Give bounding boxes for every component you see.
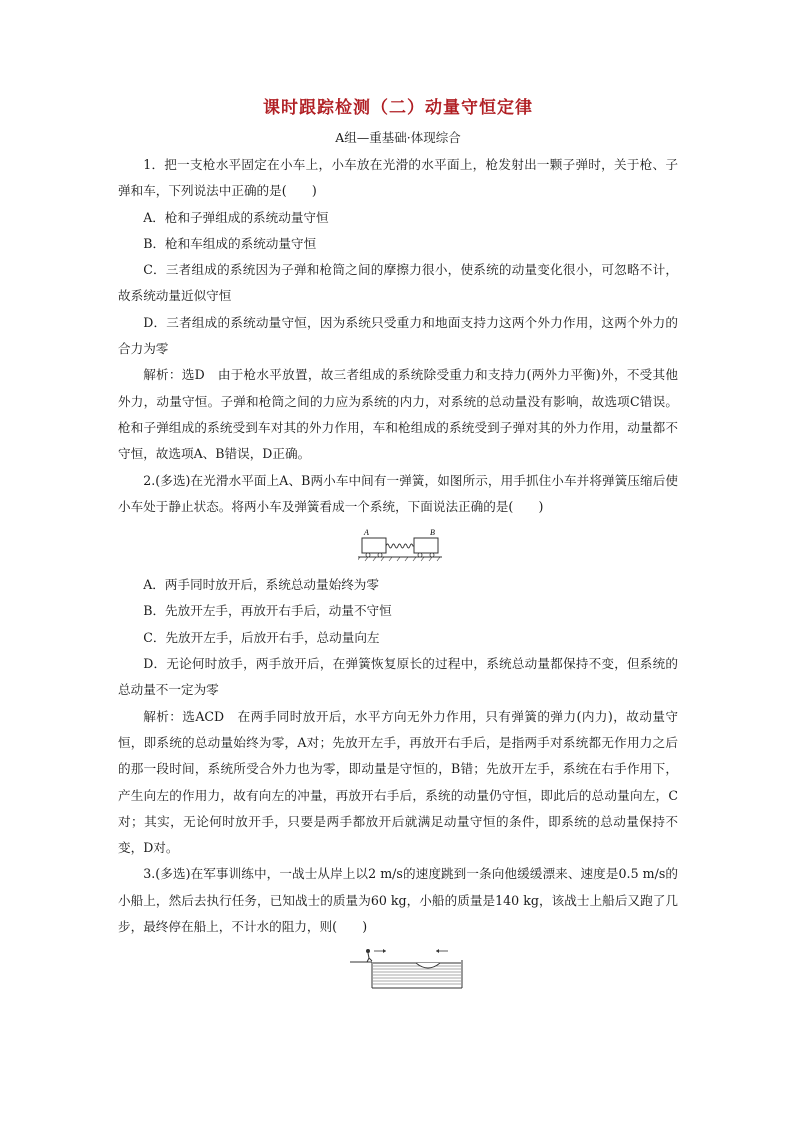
question-2-option-c: C．先放开左手，后放开右手，总动量向左 <box>143 629 380 645</box>
boat <box>416 963 440 968</box>
soldier-boat-diagram <box>350 946 470 992</box>
arrow-head-left <box>436 949 439 953</box>
question-1-analysis: 解析：选D 由于枪水平放置，故三者组成的系统除受重力和支持力(两外力平衡)外，不受其他外力，动量守恒。子弹和枪筒之间的力应为系统的内力，对系统的总动量没有影响，故选项C错误。枪和子弹组成的系统受到车对其的外力作用，车和枪组成的系统受到子弹对其的外力作用，动量都不守恒，故选项A、B错误，D正确。 <box>118 367 678 462</box>
question-1-option-c: C．三者组成的系统因为子弹和枪筒之间的摩擦力很小，使系统的动量变化很小，可忽略不计，故系统动量近似守恒 <box>118 262 678 304</box>
question-2-option-b: B．先放开左手，再放开右手后，动量不守恒 <box>143 603 392 619</box>
question-1-option-b: B．枪和车组成的系统动量守恒 <box>143 235 317 251</box>
soldier-leg <box>367 958 369 962</box>
question-3-stem: 3.(多选)在军事训练中，一战士从岸上以2 m/s的速度跳到一条向他缓缓漂来、速度是0.5 m/s的小船上，然后去执行任务，已知战士的质量为60 kg，小船的质量是140 kg，该战士上船后又跑了几步，最终停在船上，不计水的阻力，则( ) <box>118 866 678 935</box>
cart-b-wheel <box>430 553 434 557</box>
spring-carts-figure <box>118 524 678 566</box>
question-2-stem: 2.(多选)在光滑水平面上A、B两小车中间有一弹簧，如图所示，用手抓住小车并将弹簧压缩后使小车处于静止状态。将两小车及弹簧看成一个系统，下面说法正确的是( ) <box>118 472 678 514</box>
spring <box>386 544 414 548</box>
soldier-boat-figure <box>118 944 678 994</box>
section-subtitle: A组—重基础·体现综合 <box>335 130 461 145</box>
question-1-option-a: A．枪和子弹组成的系统动量守恒 <box>143 209 329 225</box>
cart-a <box>362 538 386 553</box>
question-2-option-a: A．两手同时放开后，系统总动量始终为零 <box>143 577 379 593</box>
soldier-head <box>366 949 370 953</box>
ground-hatch <box>358 557 440 561</box>
soldier-body <box>368 953 369 958</box>
cart-b-label: B <box>430 528 435 538</box>
question-1-stem: 1．把一支枪水平固定在小车上，小车放在光滑的水平面上，枪发射出一颗子弹时，关于枪、子弹和车，下列说法中正确的是( ) <box>118 157 678 199</box>
cart-a-wheel <box>366 553 370 557</box>
cart-a-label: A <box>364 528 369 538</box>
document-page <box>118 96 678 1000</box>
question-2-option-d: D．无论何时放手，两手放开后，在弹簧恢复原长的过程中，系统总动量都保持不变，但系统的总动量不一定为零 <box>118 656 678 698</box>
cart-b-wheel <box>418 553 422 557</box>
question-1-option-d: D．三者组成的系统动量守恒，因为系统只受重力和地面支持力这两个外力作用，这两个外力的合力为零 <box>118 314 678 357</box>
cart-a-wheel <box>378 553 382 557</box>
question-2-analysis: 解析：选ACD 在两手同时放开后，水平方向无外力作用，只有弹簧的弹力(内力)，故动量守恒，即系统的总动量始终为零，A对；先放开左手，再放开右手后，是指两手对系统都无作用力之后的那一段时间，系统所受合外力也为零，即动量是守恒的，B错；先放开左手，系统在右手作用下，产生向左的作用力，故有向左的冲量，再放开右手后，系统的动量仍守恒，即此后的总动量向左，C对；其实，无论何时放开手，只要是两手都放开后就满足动量守恒的条件，即系统的总动量保持不变，D对。 <box>118 708 678 856</box>
water-hatching <box>373 966 461 984</box>
soldier-leg <box>369 958 372 961</box>
cart-b <box>414 538 438 553</box>
spring-carts-diagram <box>358 524 442 564</box>
arrow-head-right <box>383 949 386 953</box>
page-title: 课时跟踪检测（二）动量守恒定律 <box>263 98 533 118</box>
